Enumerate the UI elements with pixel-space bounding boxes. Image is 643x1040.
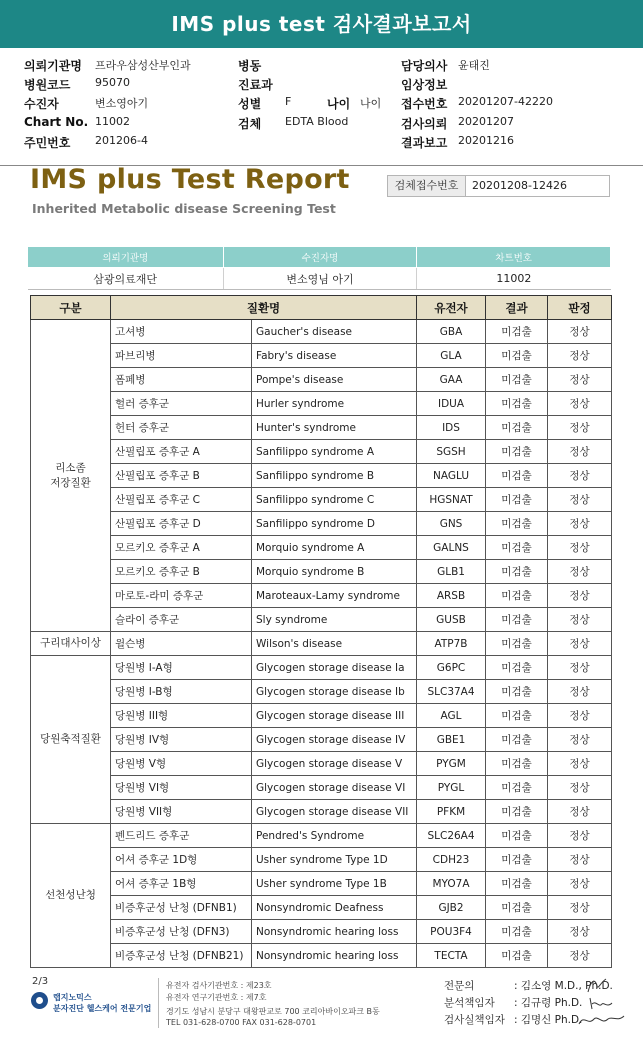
signature-name: : 김소영 M.D., Ph.D. bbox=[514, 980, 613, 992]
disease-en-cell: Wilson's disease bbox=[252, 632, 417, 656]
disease-kr-cell: 비증후군성 난청 (DFN3) bbox=[111, 920, 252, 944]
specimen-label: 검체 bbox=[238, 117, 262, 131]
table-row bbox=[31, 392, 612, 416]
specimen-receipt-label: 검체접수번호 bbox=[388, 176, 466, 196]
results-header-row bbox=[31, 296, 612, 320]
result-cell: 미검출 bbox=[486, 920, 548, 944]
judgement-cell: 정상 bbox=[548, 848, 612, 872]
info-value-recipient: 변소영님 아기 bbox=[223, 268, 417, 290]
page-number: 2/3 bbox=[32, 976, 49, 987]
report-banner-title: IMS plus test 검사결과보고서 bbox=[0, 0, 643, 48]
judgement-cell: 정상 bbox=[548, 656, 612, 680]
judgement-cell: 정상 bbox=[548, 464, 612, 488]
gene-cell: PFKM bbox=[417, 800, 486, 824]
table-row bbox=[31, 632, 612, 656]
result-cell: 미검출 bbox=[486, 776, 548, 800]
category-cell: 리소좀 저장질환 bbox=[31, 320, 111, 632]
judgement-cell: 정상 bbox=[548, 608, 612, 632]
footer-divider bbox=[158, 978, 159, 1028]
judgement-cell: 정상 bbox=[548, 752, 612, 776]
receipt-no-value: 20201207-42220 bbox=[458, 95, 553, 108]
header-row bbox=[0, 57, 643, 75]
specimen-receipt-box bbox=[387, 175, 610, 197]
disease-kr-cell: 파브리병 bbox=[111, 344, 252, 368]
info-header-institution: 의뢰기관명 bbox=[28, 247, 224, 268]
header-row bbox=[0, 115, 643, 133]
judgement-cell: 정상 bbox=[548, 512, 612, 536]
hospital-code-value: 95070 bbox=[95, 76, 130, 89]
gene-cell: IDUA bbox=[417, 392, 486, 416]
signature-label: 분석책임자 bbox=[444, 997, 495, 1009]
table-row bbox=[31, 944, 612, 968]
signature-scribble-icon bbox=[585, 976, 609, 996]
result-cell: 미검출 bbox=[486, 632, 548, 656]
signature-label: 전문의 bbox=[444, 980, 475, 992]
result-cell: 미검출 bbox=[486, 728, 548, 752]
table-row bbox=[31, 320, 612, 344]
judgement-cell: 정상 bbox=[548, 944, 612, 968]
gene-cell: PYGL bbox=[417, 776, 486, 800]
disease-kr-cell: 윌슨병 bbox=[111, 632, 252, 656]
result-cell: 미검출 bbox=[486, 824, 548, 848]
sex-value: F bbox=[285, 95, 292, 108]
table-row bbox=[31, 920, 612, 944]
table-row bbox=[31, 344, 612, 368]
disease-kr-cell: 어셔 증후군 1D형 bbox=[111, 848, 252, 872]
category-cell: 선천성난청 bbox=[31, 824, 111, 968]
patient-info-table bbox=[27, 246, 611, 290]
disease-kr-cell: 당원병 V형 bbox=[111, 752, 252, 776]
header-info bbox=[0, 48, 643, 166]
gene-cell: GLB1 bbox=[417, 560, 486, 584]
disease-kr-cell: 비증후군성 난청 (DFNB21) bbox=[111, 944, 252, 968]
department-label: 진료과 bbox=[238, 78, 273, 92]
header-row bbox=[0, 95, 643, 113]
header-result: 결과 bbox=[486, 296, 548, 320]
company-logo-icon bbox=[31, 992, 48, 1009]
disease-en-cell: Usher syndrome Type 1B bbox=[252, 872, 417, 896]
disease-en-cell: Sanfilippo syndrome B bbox=[252, 464, 417, 488]
result-cell: 미검출 bbox=[486, 440, 548, 464]
judgement-cell: 정상 bbox=[548, 872, 612, 896]
result-cell: 미검출 bbox=[486, 608, 548, 632]
table-row bbox=[31, 488, 612, 512]
gene-cell: GNS bbox=[417, 512, 486, 536]
disease-en-cell: Sly syndrome bbox=[252, 608, 417, 632]
disease-kr-cell: 당원병 IV형 bbox=[111, 728, 252, 752]
company-tagline: 분자진단 헬스케어 전문기업 bbox=[53, 1004, 152, 1013]
disease-en-cell: Glycogen storage disease VI bbox=[252, 776, 417, 800]
disease-en-cell: Glycogen storage disease V bbox=[252, 752, 417, 776]
gene-cell: POU3F4 bbox=[417, 920, 486, 944]
disease-kr-cell: 모르키오 증후군 B bbox=[111, 560, 252, 584]
disease-en-cell: Glycogen storage disease Ia bbox=[252, 656, 417, 680]
disease-en-cell: Hurler syndrome bbox=[252, 392, 417, 416]
gene-cell: GALNS bbox=[417, 536, 486, 560]
header-row bbox=[0, 76, 643, 94]
result-cell: 미검출 bbox=[486, 752, 548, 776]
signature-scribble-icon bbox=[576, 1010, 626, 1030]
signature-name: : 김명신 Ph.D. bbox=[514, 1014, 583, 1026]
category-cell: 구리대사이상 bbox=[31, 632, 111, 656]
gene-cell: GUSB bbox=[417, 608, 486, 632]
result-cell: 미검출 bbox=[486, 560, 548, 584]
table-row bbox=[31, 608, 612, 632]
table-row bbox=[31, 752, 612, 776]
table-row bbox=[31, 872, 612, 896]
disease-en-cell: Glycogen storage disease VII bbox=[252, 800, 417, 824]
gene-cell: G6PC bbox=[417, 656, 486, 680]
table-row bbox=[31, 824, 612, 848]
gene-cell: ATP7B bbox=[417, 632, 486, 656]
gene-cell: ARSB bbox=[417, 584, 486, 608]
receipt-no-label: 접수번호 bbox=[401, 97, 448, 111]
table-row bbox=[31, 704, 612, 728]
result-cell: 미검출 bbox=[486, 320, 548, 344]
info-header-recipient: 수진자명 bbox=[223, 247, 417, 268]
disease-kr-cell: 헐러 증후군 bbox=[111, 392, 252, 416]
table-row bbox=[31, 656, 612, 680]
result-cell: 미검출 bbox=[486, 656, 548, 680]
header-disease: 질환명 bbox=[111, 296, 417, 320]
judgement-cell: 정상 bbox=[548, 896, 612, 920]
recipient-label: 수진자 bbox=[24, 97, 59, 111]
table-row bbox=[31, 584, 612, 608]
result-cell: 미검출 bbox=[486, 848, 548, 872]
category-cell: 당원축적질환 bbox=[31, 656, 111, 824]
judgement-cell: 정상 bbox=[548, 824, 612, 848]
table-row bbox=[31, 416, 612, 440]
gene-cell: HGSNAT bbox=[417, 488, 486, 512]
disease-kr-cell: 당원병 III형 bbox=[111, 704, 252, 728]
result-cell: 미검출 bbox=[486, 704, 548, 728]
header-gene: 유전자 bbox=[417, 296, 486, 320]
table-row bbox=[31, 776, 612, 800]
disease-kr-cell: 폼페병 bbox=[111, 368, 252, 392]
table-row bbox=[31, 800, 612, 824]
address-line: TEL 031-628-0700 FAX 031-628-0701 bbox=[166, 1018, 317, 1027]
disease-kr-cell: 산필립포 증후군 D bbox=[111, 512, 252, 536]
table-row bbox=[31, 536, 612, 560]
address-line: 유전자 연구기관번호 : 제7호 bbox=[166, 993, 267, 1002]
recipient-value: 변소영아기 bbox=[95, 97, 149, 110]
disease-kr-cell: 펜드리드 증후군 bbox=[111, 824, 252, 848]
result-cell: 미검출 bbox=[486, 680, 548, 704]
age-label: 나이 bbox=[327, 97, 351, 111]
result-cell: 미검출 bbox=[486, 464, 548, 488]
disease-kr-cell: 당원병 VII형 bbox=[111, 800, 252, 824]
disease-kr-cell: 모르키오 증후군 A bbox=[111, 536, 252, 560]
disease-kr-cell: 슬라이 증후군 bbox=[111, 608, 252, 632]
judgement-cell: 정상 bbox=[548, 344, 612, 368]
gene-cell: SLC26A4 bbox=[417, 824, 486, 848]
ward-label: 병동 bbox=[238, 59, 262, 73]
judgement-cell: 정상 bbox=[548, 440, 612, 464]
gene-cell: AGL bbox=[417, 704, 486, 728]
specimen-receipt-value: 20201208-12426 bbox=[472, 179, 567, 192]
disease-kr-cell: 헌터 증후군 bbox=[111, 416, 252, 440]
disease-en-cell: Nonsyndromic Deafness bbox=[252, 896, 417, 920]
result-cell: 미검출 bbox=[486, 512, 548, 536]
request-date-value: 20201207 bbox=[458, 115, 514, 128]
disease-en-cell: Glycogen storage disease III bbox=[252, 704, 417, 728]
gene-cell: GLA bbox=[417, 344, 486, 368]
resident-no-label: 주민번호 bbox=[24, 136, 71, 150]
hospital-code-label: 병원코드 bbox=[24, 78, 71, 92]
result-cell: 미검출 bbox=[486, 800, 548, 824]
footer bbox=[0, 968, 643, 1040]
result-cell: 미검출 bbox=[486, 944, 548, 968]
disease-en-cell: Sanfilippo syndrome A bbox=[252, 440, 417, 464]
resident-no-value: 201206-4 bbox=[95, 134, 148, 147]
clinical-info-label: 임상정보 bbox=[401, 78, 448, 92]
table-row bbox=[31, 512, 612, 536]
header-judgement: 판정 bbox=[548, 296, 612, 320]
judgement-cell: 정상 bbox=[548, 560, 612, 584]
result-cell: 미검출 bbox=[486, 488, 548, 512]
result-cell: 미검출 bbox=[486, 896, 548, 920]
gene-cell: GBE1 bbox=[417, 728, 486, 752]
address-line: 경기도 성남시 분당구 대왕판교로 700 코리아바이오파크 B동 bbox=[166, 1007, 380, 1016]
disease-en-cell: Glycogen storage disease IV bbox=[252, 728, 417, 752]
header-category: 구분 bbox=[31, 296, 111, 320]
disease-kr-cell: 산필립포 증후군 B bbox=[111, 464, 252, 488]
disease-kr-cell: 산필립포 증후군 A bbox=[111, 440, 252, 464]
sex-label: 성별 bbox=[238, 97, 262, 111]
table-row bbox=[31, 464, 612, 488]
disease-en-cell: Sanfilippo syndrome C bbox=[252, 488, 417, 512]
judgement-cell: 정상 bbox=[548, 704, 612, 728]
disease-kr-cell: 비증후군성 난청 (DFNB1) bbox=[111, 896, 252, 920]
results-body bbox=[31, 320, 612, 968]
report-title: IMS plus Test Report bbox=[30, 164, 350, 195]
disease-en-cell: Gaucher's disease bbox=[252, 320, 417, 344]
chart-no-label: Chart No. bbox=[24, 115, 89, 129]
signature-name: : 김규령 Ph.D. bbox=[514, 997, 583, 1009]
table-row bbox=[31, 680, 612, 704]
table-row bbox=[31, 368, 612, 392]
disease-en-cell: Pendred's Syndrome bbox=[252, 824, 417, 848]
judgement-cell: 정상 bbox=[548, 632, 612, 656]
judgement-cell: 정상 bbox=[548, 800, 612, 824]
result-cell: 미검출 bbox=[486, 872, 548, 896]
gene-cell: SGSH bbox=[417, 440, 486, 464]
result-cell: 미검출 bbox=[486, 416, 548, 440]
gene-cell: IDS bbox=[417, 416, 486, 440]
info-value-row bbox=[28, 268, 611, 290]
judgement-cell: 정상 bbox=[548, 680, 612, 704]
gene-cell: GJB2 bbox=[417, 896, 486, 920]
disease-en-cell: Usher syndrome Type 1D bbox=[252, 848, 417, 872]
gene-cell: PYGM bbox=[417, 752, 486, 776]
judgement-cell: 정상 bbox=[548, 320, 612, 344]
disease-kr-cell: 당원병 VI형 bbox=[111, 776, 252, 800]
judgement-cell: 정상 bbox=[548, 776, 612, 800]
disease-en-cell: Hunter's syndrome bbox=[252, 416, 417, 440]
judgement-cell: 정상 bbox=[548, 368, 612, 392]
disease-kr-cell: 어셔 증후군 1B형 bbox=[111, 872, 252, 896]
table-row bbox=[31, 896, 612, 920]
chart-no-value: 11002 bbox=[95, 115, 130, 128]
judgement-cell: 정상 bbox=[548, 416, 612, 440]
disease-en-cell: Sanfilippo syndrome D bbox=[252, 512, 417, 536]
judgement-cell: 정상 bbox=[548, 920, 612, 944]
header-row bbox=[0, 134, 643, 152]
judgement-cell: 정상 bbox=[548, 584, 612, 608]
gene-cell: GAA bbox=[417, 368, 486, 392]
disease-en-cell: Nonsyndromic hearing loss bbox=[252, 920, 417, 944]
gene-cell: SLC37A4 bbox=[417, 680, 486, 704]
disease-en-cell: Nonsyndromic hearing loss bbox=[252, 944, 417, 968]
specimen-value: EDTA Blood bbox=[285, 115, 349, 128]
info-value-chart-no: 11002 bbox=[417, 268, 611, 290]
doctor-label: 담당의사 bbox=[401, 59, 448, 73]
gene-cell: CDH23 bbox=[417, 848, 486, 872]
report-date-label: 결과보고 bbox=[401, 136, 448, 150]
table-row bbox=[31, 728, 612, 752]
result-cell: 미검출 bbox=[486, 584, 548, 608]
judgement-cell: 정상 bbox=[548, 392, 612, 416]
age-value: 나이 bbox=[360, 97, 382, 110]
signature-label: 검사실책임자 bbox=[444, 1014, 505, 1026]
gene-cell: MYO7A bbox=[417, 872, 486, 896]
report-subtitle: Inherited Metabolic disease Screening Test bbox=[32, 201, 336, 216]
table-row bbox=[31, 560, 612, 584]
doctor-value: 윤태진 bbox=[458, 59, 490, 72]
request-date-label: 검사의뢰 bbox=[401, 117, 448, 131]
disease-en-cell: Morquio syndrome A bbox=[252, 536, 417, 560]
result-cell: 미검출 bbox=[486, 392, 548, 416]
judgement-cell: 정상 bbox=[548, 488, 612, 512]
table-row bbox=[31, 848, 612, 872]
info-header-chart-no: 차트번호 bbox=[417, 247, 611, 268]
disease-kr-cell: 당원병 I-A형 bbox=[111, 656, 252, 680]
gene-cell: NAGLU bbox=[417, 464, 486, 488]
disease-en-cell: Pompe's disease bbox=[252, 368, 417, 392]
address-line: 유전자 검사기관번호 : 제23호 bbox=[166, 981, 272, 990]
judgement-cell: 정상 bbox=[548, 536, 612, 560]
table-row bbox=[31, 440, 612, 464]
disease-kr-cell: 고셔병 bbox=[111, 320, 252, 344]
disease-en-cell: Fabry's disease bbox=[252, 344, 417, 368]
report-date-value: 20201216 bbox=[458, 134, 514, 147]
judgement-cell: 정상 bbox=[548, 728, 612, 752]
disease-kr-cell: 당원병 I-B형 bbox=[111, 680, 252, 704]
company-name: 랩지노믹스 bbox=[53, 993, 92, 1002]
gene-cell: TECTA bbox=[417, 944, 486, 968]
info-header-row bbox=[28, 247, 611, 268]
gene-cell: GBA bbox=[417, 320, 486, 344]
disease-en-cell: Morquio syndrome B bbox=[252, 560, 417, 584]
result-cell: 미검출 bbox=[486, 536, 548, 560]
results-table bbox=[30, 295, 612, 968]
disease-kr-cell: 산필립포 증후군 C bbox=[111, 488, 252, 512]
info-value-institution: 삼광의료재단 bbox=[28, 268, 224, 290]
disease-en-cell: Glycogen storage disease Ib bbox=[252, 680, 417, 704]
result-cell: 미검출 bbox=[486, 368, 548, 392]
disease-kr-cell: 마로토-라미 증후군 bbox=[111, 584, 252, 608]
institution-value: 프라우삼성산부인과 bbox=[95, 59, 191, 72]
disease-en-cell: Maroteaux-Lamy syndrome bbox=[252, 584, 417, 608]
result-cell: 미검출 bbox=[486, 344, 548, 368]
institution-label: 의뢰기관명 bbox=[24, 59, 82, 73]
